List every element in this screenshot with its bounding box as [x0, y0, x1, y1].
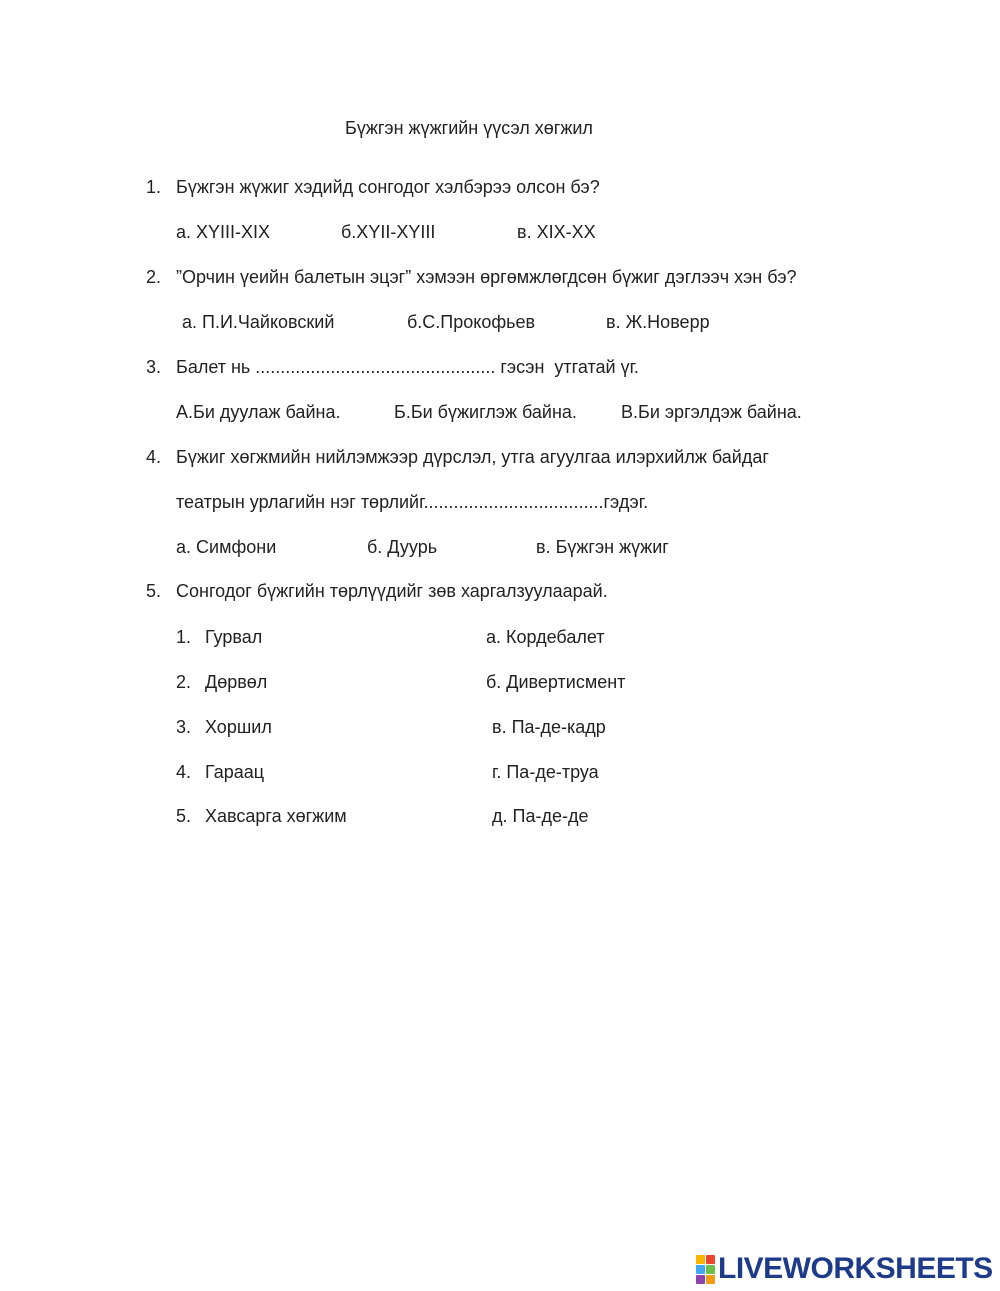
- question-3-text: Балет нь ................................................ гэсэн утгатай үг.: [176, 357, 639, 377]
- question-5-text: Сонгодог бүжгийн төрлүүдийг зөв харгалзуулаарай.: [176, 581, 608, 601]
- match-left-5-number: 5.: [176, 806, 192, 826]
- match-right-3: в. Па-де-кадр: [492, 717, 606, 737]
- question-3-option-b: Б.Би бүжиглэж байна.: [394, 402, 577, 422]
- question-3-option-a: А.Би дуулаж байна.: [176, 402, 341, 422]
- question-4-option-c: в. Бүжгэн жүжиг: [536, 537, 669, 557]
- match-left-4-label: Гараац: [205, 762, 265, 782]
- question-4-text: Бүжиг хөгжмийн нийлэмжээр дүрслэл, утга агуулгаа илэрхийлж байдаг: [176, 447, 769, 467]
- question-2-option-b: б.С.Прокофьев: [407, 312, 536, 332]
- page-title: Бүжгэн жүжгийн үүсэл хөгжил: [345, 118, 593, 138]
- question-2-text: ”Орчин үеийн балетын эцэг” хэмээн өргөмжлөгдсөн бүжиг дэглээч хэн бэ?: [176, 267, 797, 287]
- question-5-number: 5.: [146, 581, 162, 601]
- question-1-option-a: а. XYIII-XIX: [176, 222, 271, 242]
- match-left-2-label: Дөрвөл: [205, 672, 268, 692]
- question-4-option-a: а. Симфони: [176, 537, 277, 557]
- match-right-5: д. Па-де-де: [492, 806, 589, 826]
- question-2-option-c: в. Ж.Новерр: [606, 312, 710, 332]
- match-left-3-number: 3.: [176, 717, 192, 737]
- match-left-5-label: Хавсарга хөгжим: [205, 806, 347, 826]
- match-right-2: б. Дивертисмент: [486, 672, 626, 692]
- match-left-1-label: Гурвал: [205, 627, 263, 647]
- question-1-option-b: б.XYII-XYIII: [341, 222, 436, 242]
- question-4-text-line2: театрын урлагийн нэг төрлийг....................................гэдэг.: [176, 492, 649, 512]
- match-right-4: г. Па-де-труа: [492, 762, 599, 782]
- match-left-2-number: 2.: [176, 672, 192, 692]
- question-4-number: 4.: [146, 447, 162, 467]
- match-left-3-label: Хоршил: [205, 717, 272, 737]
- question-1-text: Бүжгэн жүжиг хэдийд сонгодог хэлбэрээ олсон бэ?: [176, 177, 600, 197]
- question-2-number: 2.: [146, 267, 162, 287]
- question-1-number: 1.: [146, 177, 162, 197]
- logo-blocks-icon: [696, 1255, 715, 1284]
- match-left-1-number: 1.: [176, 627, 192, 647]
- logo-text: LIVEWORKSHEETS: [718, 1252, 993, 1285]
- liveworksheets-logo: [696, 1254, 993, 1284]
- match-left-4-number: 4.: [176, 762, 192, 782]
- question-3-number: 3.: [146, 357, 162, 377]
- question-4-option-b: б. Дуурь: [367, 537, 438, 557]
- question-3-option-c: В.Би эргэлдэж байна.: [621, 402, 802, 422]
- question-1-option-c: в. XIX-XX: [517, 222, 596, 242]
- match-right-1: а. Кордебалет: [486, 627, 605, 647]
- question-2-option-a: а. П.И.Чайковский: [182, 312, 335, 332]
